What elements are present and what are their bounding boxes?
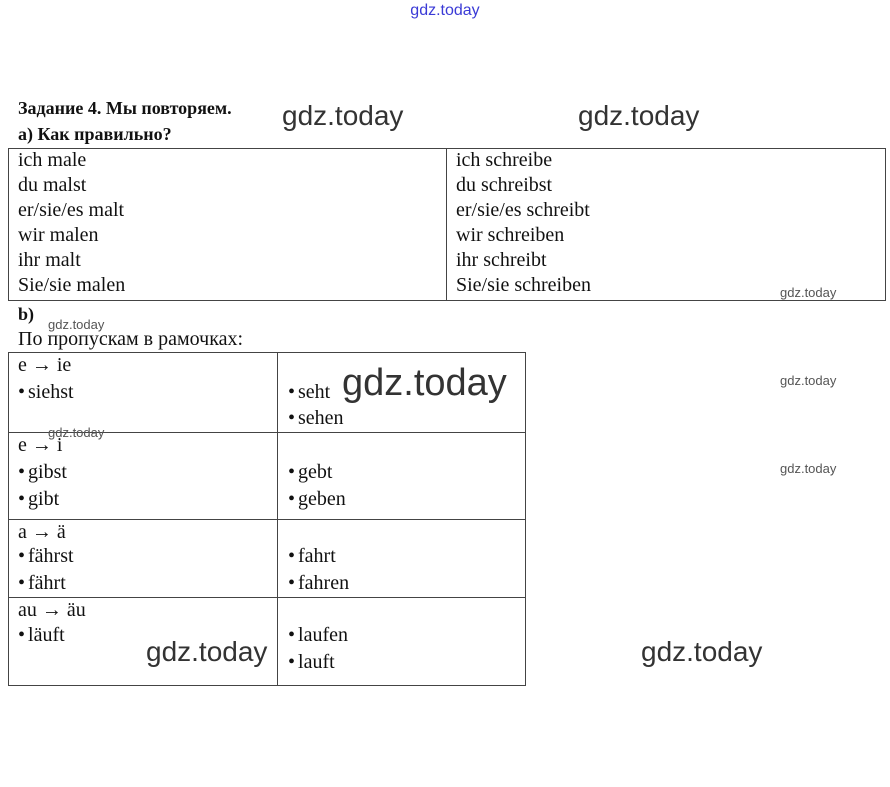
rule-label: a → ä <box>18 521 66 543</box>
verb-form: • lauft <box>288 650 335 675</box>
verb-form: • gibst <box>18 460 67 485</box>
rule-label: e → i <box>18 434 63 456</box>
watermark: gdz.today <box>146 636 268 667</box>
verb-form: Sie/sie schreiben <box>456 274 591 296</box>
table-a <box>8 148 886 301</box>
verb-form: er/sie/es malt <box>18 199 125 221</box>
watermark: gdz.today <box>780 373 837 388</box>
verb-form: • fährt <box>18 571 66 596</box>
watermark: gdz.today <box>282 100 404 131</box>
verb-form: • fährst <box>18 544 74 569</box>
watermark: gdz.today <box>780 285 837 300</box>
verb-form: ihr malt <box>18 249 81 271</box>
rule-label: au → äu <box>18 599 86 621</box>
rule-label: e → ie <box>18 354 72 376</box>
verb-form: • siehst <box>18 380 74 405</box>
verb-form: • sehen <box>288 406 344 431</box>
verb-form: • geben <box>288 487 346 512</box>
watermark: gdz.today <box>342 362 507 404</box>
watermark: gdz.today <box>641 636 763 667</box>
table-a-divider <box>446 148 447 300</box>
verb-form: • fahrt <box>288 544 336 569</box>
verb-form: • gebt <box>288 460 332 485</box>
verb-form: wir malen <box>18 224 99 246</box>
task-title: Задание 4. Мы повторяем. <box>18 98 232 118</box>
table-a-left-column <box>18 148 125 298</box>
watermark: gdz.today <box>780 461 837 476</box>
verb-form: du malst <box>18 174 87 196</box>
verb-form: • gibt <box>18 487 59 512</box>
verb-form: • laufen <box>288 623 348 648</box>
verb-form: ich schreibe <box>456 149 553 171</box>
verb-form: ihr schreibt <box>456 249 547 271</box>
watermark: gdz.today <box>578 100 700 131</box>
verb-form: du schreibst <box>456 174 553 196</box>
part-a-label: a) Как правильно? <box>18 124 172 144</box>
watermark: gdz.today <box>48 425 105 440</box>
table-a-right-column <box>456 148 591 298</box>
verb-form: wir schreiben <box>456 224 565 246</box>
verb-form: er/sie/es schreibt <box>456 199 590 221</box>
site-link[interactable]: gdz.today <box>410 2 480 19</box>
verb-form: • fahren <box>288 571 349 596</box>
part-b-hint: По пропускам в рамочках: <box>18 328 244 350</box>
verb-form: ich male <box>18 149 87 171</box>
table-b-row-separator <box>8 519 525 520</box>
verb-form: • läuft <box>18 623 65 648</box>
verb-form: Sie/sie malen <box>18 274 126 296</box>
verb-form: • seht <box>288 380 330 405</box>
part-b-label: b) <box>18 304 35 324</box>
watermark: gdz.today <box>48 317 105 332</box>
